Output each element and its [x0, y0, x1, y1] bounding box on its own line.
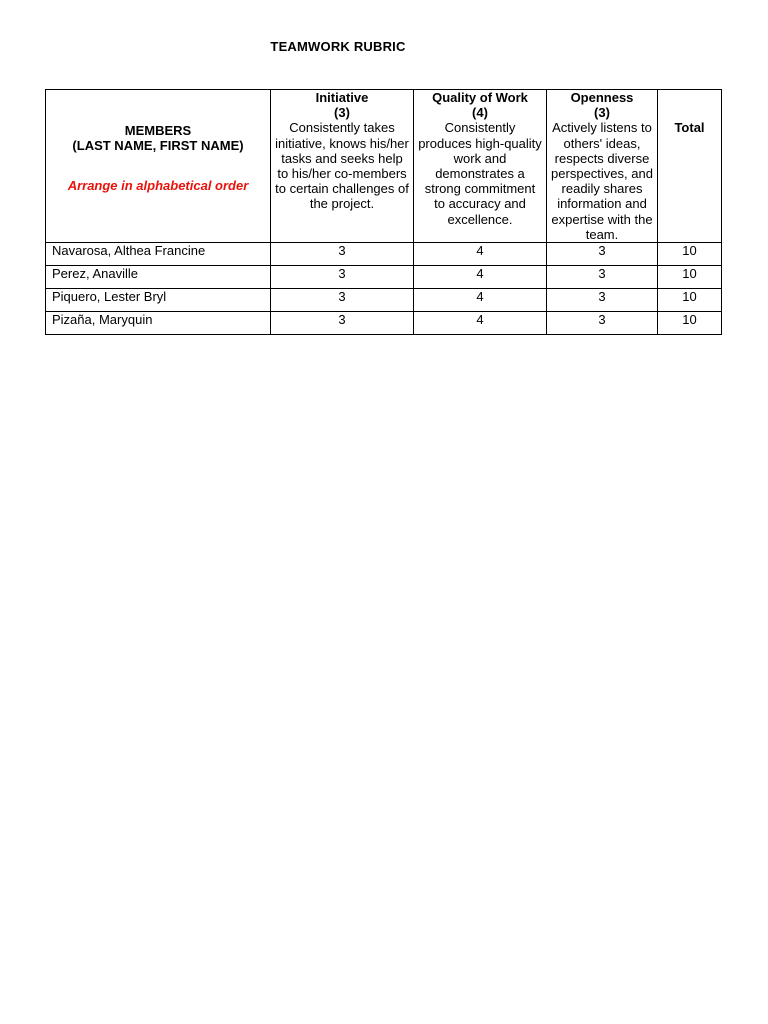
- total-score: 10: [658, 266, 722, 289]
- member-name: Piquero, Lester Bryl: [46, 289, 271, 312]
- openness-score: 3: [547, 289, 658, 312]
- criterion-name: Initiative: [315, 90, 369, 105]
- criterion-description: Actively listens to others' ideas, respects diverse perspectives, and readily shares information and expertise with the team.: [551, 120, 653, 242]
- quality-score: 4: [414, 266, 547, 289]
- member-name: Perez, Anaville: [46, 266, 271, 289]
- criterion-name: Openness: [570, 90, 634, 105]
- total-score: 10: [658, 289, 722, 312]
- criterion-points: (3): [334, 105, 350, 121]
- page-title: TEAMWORK RUBRIC: [270, 39, 406, 54]
- member-name: Pizaña, Maryquin: [46, 312, 271, 335]
- initiative-score: 3: [271, 312, 414, 335]
- criterion-description: Consistently takes initiative, knows his/her tasks and seeks help to his/her co-members to certain challenges of the project.: [275, 120, 409, 212]
- quality-score: 4: [414, 312, 547, 335]
- openness-score: 3: [547, 312, 658, 335]
- members-header-title: MEMBERS: [124, 123, 192, 139]
- total-score: 10: [658, 312, 722, 335]
- members-header-subtitle: (LAST NAME, FIRST NAME): [72, 138, 244, 154]
- member-name: Navarosa, Althea Francine: [46, 243, 271, 266]
- initiative-score: 3: [271, 266, 414, 289]
- total-header: Total: [658, 90, 722, 243]
- table-row: [46, 266, 722, 289]
- rubric-table: [45, 89, 722, 335]
- openness-score: 3: [547, 243, 658, 266]
- initiative-score: 3: [271, 289, 414, 312]
- criterion-initiative: [271, 90, 414, 243]
- header-row: [46, 90, 722, 243]
- alphabetical-order-note: Arrange in alphabetical order: [67, 177, 249, 193]
- criterion-quality-of-work: [414, 90, 547, 243]
- criterion-points: (4): [472, 105, 488, 121]
- initiative-score: 3: [271, 243, 414, 266]
- total-score: 10: [658, 243, 722, 266]
- table-row: [46, 243, 722, 266]
- openness-score: 3: [547, 266, 658, 289]
- criterion-name: Quality of Work: [432, 90, 528, 105]
- quality-score: 4: [414, 243, 547, 266]
- criterion-description: Consistently produces high-quality work and demonstrates a strong commitment to accuracy and excellence.: [418, 120, 542, 227]
- table-row: [46, 289, 722, 312]
- criterion-points: (3): [594, 105, 610, 121]
- quality-score: 4: [414, 289, 547, 312]
- criterion-openness: [547, 90, 658, 243]
- members-header: [46, 90, 271, 243]
- table-row: [46, 312, 722, 335]
